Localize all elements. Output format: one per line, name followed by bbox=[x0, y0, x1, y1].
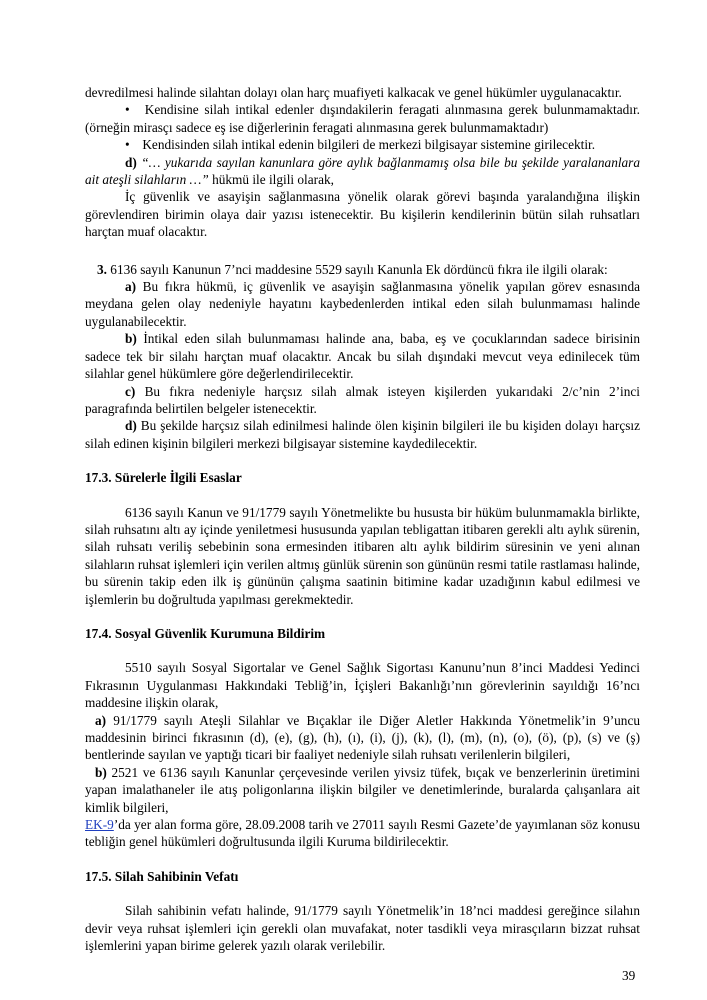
item-a: a) 91/1779 sayılı Ateşli Silahlar ve Bıçaklar ile Diğer Aletler Hakkında Yönetmelik’in 9’uncu maddesinin birinci fıkrasının (d), (e), (g), (h), (ı), (i), (j), (k), (l), (m), (n), (o), (ö), (p), (s) ve (ş) bentlerinde sayılan ve yaptığı ticari bir faaliyet nedeniyle silah ruhsatı verilenlerin bilgileri, bbox=[85, 712, 640, 763]
section-heading: 17.5. Silah Sahibinin Vefatı bbox=[85, 868, 239, 884]
paragraph: 6136 sayılı Kanun ve 91/1779 sayılı Yönetmelikte bu hususta bir hüküm bulunmamakla birlikte, silah ruhsatını altı ay içinde yeniletmesi hususunda yapılan tebligattan itibaren gerekli altı aylık sürenin, silah ruhsatı veriliş sebebinin sona ermesinden itibaren altı aylık bildirim süresinin ve yeni alınan silahların ruhsat işlemleri için verilen altmış günlük sürenin son gününün resmi tatile rastlaması halinde, bu sürenin takip eden ilk iş gününün çalışma saatinin bitimine kadar uzadığının kabul edilmesi ve işlemlerin bu doğrultuda yapılması gerekmektedir. bbox=[85, 504, 640, 607]
section-heading: 17.4. Sosyal Güvenlik Kurumuna Bildirim bbox=[85, 625, 326, 641]
item-3c: c) Bu fıkra nedeniyle harçsız silah almak isteyen kişilerden yukarıdaki 2/c’nin 2’inci paragrafında belirtilen belgeler istenecektir. bbox=[85, 383, 640, 416]
paragraph: EK-9’da yer alan forma göre, 28.09.2008 tarih ve 27011 sayılı Resmi Gazete’de yayımlanan söz konusu tebliğin genel hükümleri doğrultusunda ilgili Kuruma bildirilecektir. bbox=[85, 817, 640, 850]
bullet-item: • Kendisinden silah intikal edenin bilgileri de merkezi bilgisayar sistemine girilecektir. bbox=[85, 136, 640, 153]
paragraph: devredilmesi halinde silahtan dolayı olan harç muafiyeti kalkacak ve genel hükümler uygulanacaktır. bbox=[85, 85, 622, 100]
ek9-link[interactable]: EK-9 bbox=[85, 817, 114, 833]
paragraph: 5510 sayılı Sosyal Sigortalar ve Genel Sağlık Sigortası Kanunu’nun 8’inci Maddesi Yedinci Fıkrasının Uygulanması Hakkındaki Tebliğ’in, İçişleri Bakanlığı’nın görevlerinin sayıldığı 16’ncı maddesine ilişkin olarak, bbox=[85, 660, 640, 711]
bullet-item: • Kendisine silah intikal edenler dışındakilerin feragati alınmasına gerek bulunmamaktadır. (örneğin mirasçı sadece eş ise diğerlerinin feragati alınmasına gerek bulunmamaktadır) bbox=[85, 102, 640, 135]
item-3: 3. 6136 sayılı Kanunun 7’nci maddesine 5529 sayılı Kanunla Ek dördüncü fıkra ile ilgili olarak: bbox=[97, 261, 608, 277]
item-3a: a) Bu fıkra hükmü, iç güvenlik ve asayişin sağlanmasına yönelik yapılan görev esnasında meydana gelen olay nedeniyle hayatını kaybedenlerden intikal eden silah bulunmaması halinde uygulanabilecektir. bbox=[85, 279, 640, 329]
bullet-icon: • bbox=[125, 102, 130, 118]
bullet-icon: • bbox=[125, 137, 130, 153]
page-number: 39 bbox=[622, 968, 636, 983]
paragraph-d: d) “… yukarıda sayılan kanunlara göre aylık bağlanmamış olsa bile bu şekilde yaralananlara ait ateşli silahların …” hükmü ile ilgili olarak, bbox=[85, 154, 641, 188]
paragraph: İç güvenlik ve asayişin sağlanmasına yönelik olarak görevi başında yaralandığına ilişkin görevlendiren birimin olaya dair yazısı istenecektir. Bu kişilerin kendilerinin bütün silah ruhsatları harçtan muaf olacaktır. bbox=[85, 189, 640, 240]
paragraph: Silah sahibinin vefatı halinde, 91/1779 sayılı Yönetmelik’in 18’nci maddesi gereğince silahın devir veya ruhsat işlemleri için gerekli olan muvafakat, noter tasdikli veya mirasçıların bizzat ruhsat işlemlerini yapan birime gelerek yazılı olarak verilebilir. bbox=[85, 903, 640, 954]
page-body bbox=[85, 84, 640, 954]
item-b: b) 2521 ve 6136 sayılı Kanunlar çerçevesinde verilen yivsiz tüfek, bıçak ve benzerlerinin üretimini yapan imalathaneler ile atış poligonlarına ilişkin bilgiler ve denetimlerinde, buralarda çalışanlara ait kimlik bilgileri, bbox=[85, 764, 640, 815]
item-3b: b) İntikal eden silah bulunmaması halinde ana, baba, eş ve çocuklarından sadece birisinin sadece tek bir silahı harçtan muaf olacaktır. Ancak bu silah dışındaki mevcut veya edinilecek tüm silahlar genel hükümlere göre değerlendirilecektir. bbox=[85, 331, 640, 382]
item-3d: d) Bu şekilde harçsız silah edinilmesi halinde ölen kişinin bilgileri ile bu kişiden dolayı harçsız silah edinen kişinin bilgileri merkezi bilgisayar sistemine kaydedilecektir. bbox=[85, 418, 640, 451]
section-heading: 17.3. Sürelerle İlgili Esaslar bbox=[85, 470, 242, 486]
